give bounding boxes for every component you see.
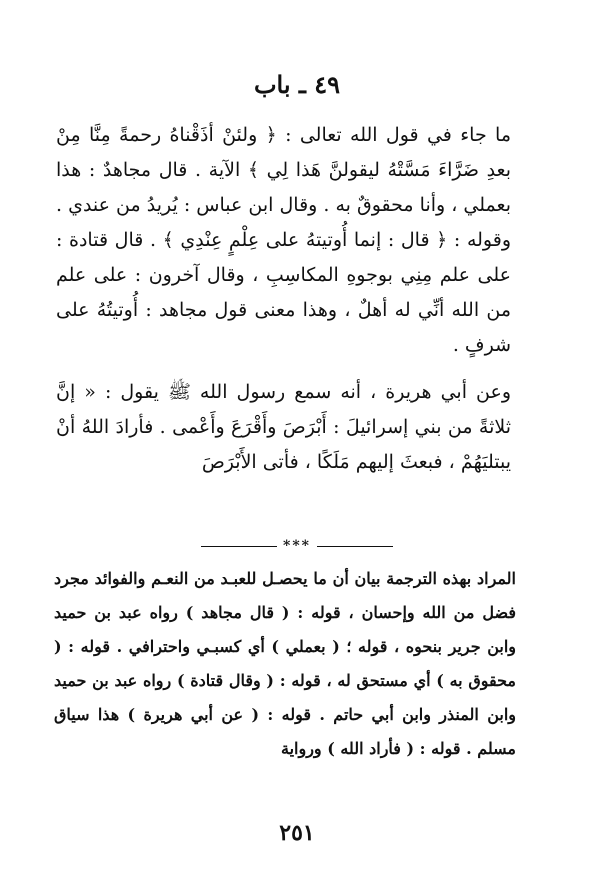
- hadith-paragraph: وعن أبي هريرة ، أنه سمع رسول الله ﷺ يقول : « إنَّ ثلاثةً من بني إسرائيلَ : أَبْرَصَ وأَقْرَعَ وأَعْمى . فأرادَ اللهُ أنْ يبتليَهُمْ ، فبعثَ إليهم مَلَكًا ، فأتى الأَبْرَصَ: [56, 381, 511, 473]
- commentary-paragraph: المراد بهذه الترجمة بيان أن ما يحصـل للعبـد من النعـم والفوائد مجرد فضل من الله وإحسان ، قوله : ( قال مجاهد ) رواه عبد بن حميد وابن جرير بنحوه ، قوله ؛ ( بعملي ) أي كسبـي واحترافي . قوله : ( محقوق به ) أي مستحق له ، قوله : ( وقال قتادة ) رواه عبد بن حميد وابن المنذر وابن أبي حاتم . قوله : ( عن أبي هريرة ) هذا سياق مسلم . قوله : ( فأراد الله ) ورواية: [54, 569, 517, 758]
- page-number: ٢٥١: [279, 820, 315, 846]
- chapter-title: ٤٩ ـ باب: [253, 70, 341, 99]
- main-text: [56, 118, 511, 480]
- commentary-text: [54, 562, 516, 766]
- section-divider: [0, 538, 594, 554]
- chapter-paragraph: ما جاء في قول الله تعالى : ﴿ ولئنْ أذَقْناهُ رحمةً مِنَّا مِنْ بعدِ ضَرَّاءَ مَسَّتْهُ ليقولنَّ هَذا لِي ﴾ الآية . قال مجاهدٌ : هذا بعملي ، وأنا محقوقٌ به . وقال ابن عباس : يُريدُ من عندي . وقوله : ﴿ قال : إنما أُوتيتهُ على عِلْمٍ عِنْدِي ﴾ . قال قتادة : على علم مِنِي بوجوهِ المكاسِبِ ، وقال آخرون : على علم من الله أنِّي له أهلٌ ، وهذا معنى قول مجاهد : أُوتيتُهُ على شرفٍ .: [56, 124, 511, 356]
- divider-rule-right: [317, 546, 393, 547]
- divider-rule-left: [201, 546, 277, 547]
- divider-stars: ***: [283, 538, 311, 554]
